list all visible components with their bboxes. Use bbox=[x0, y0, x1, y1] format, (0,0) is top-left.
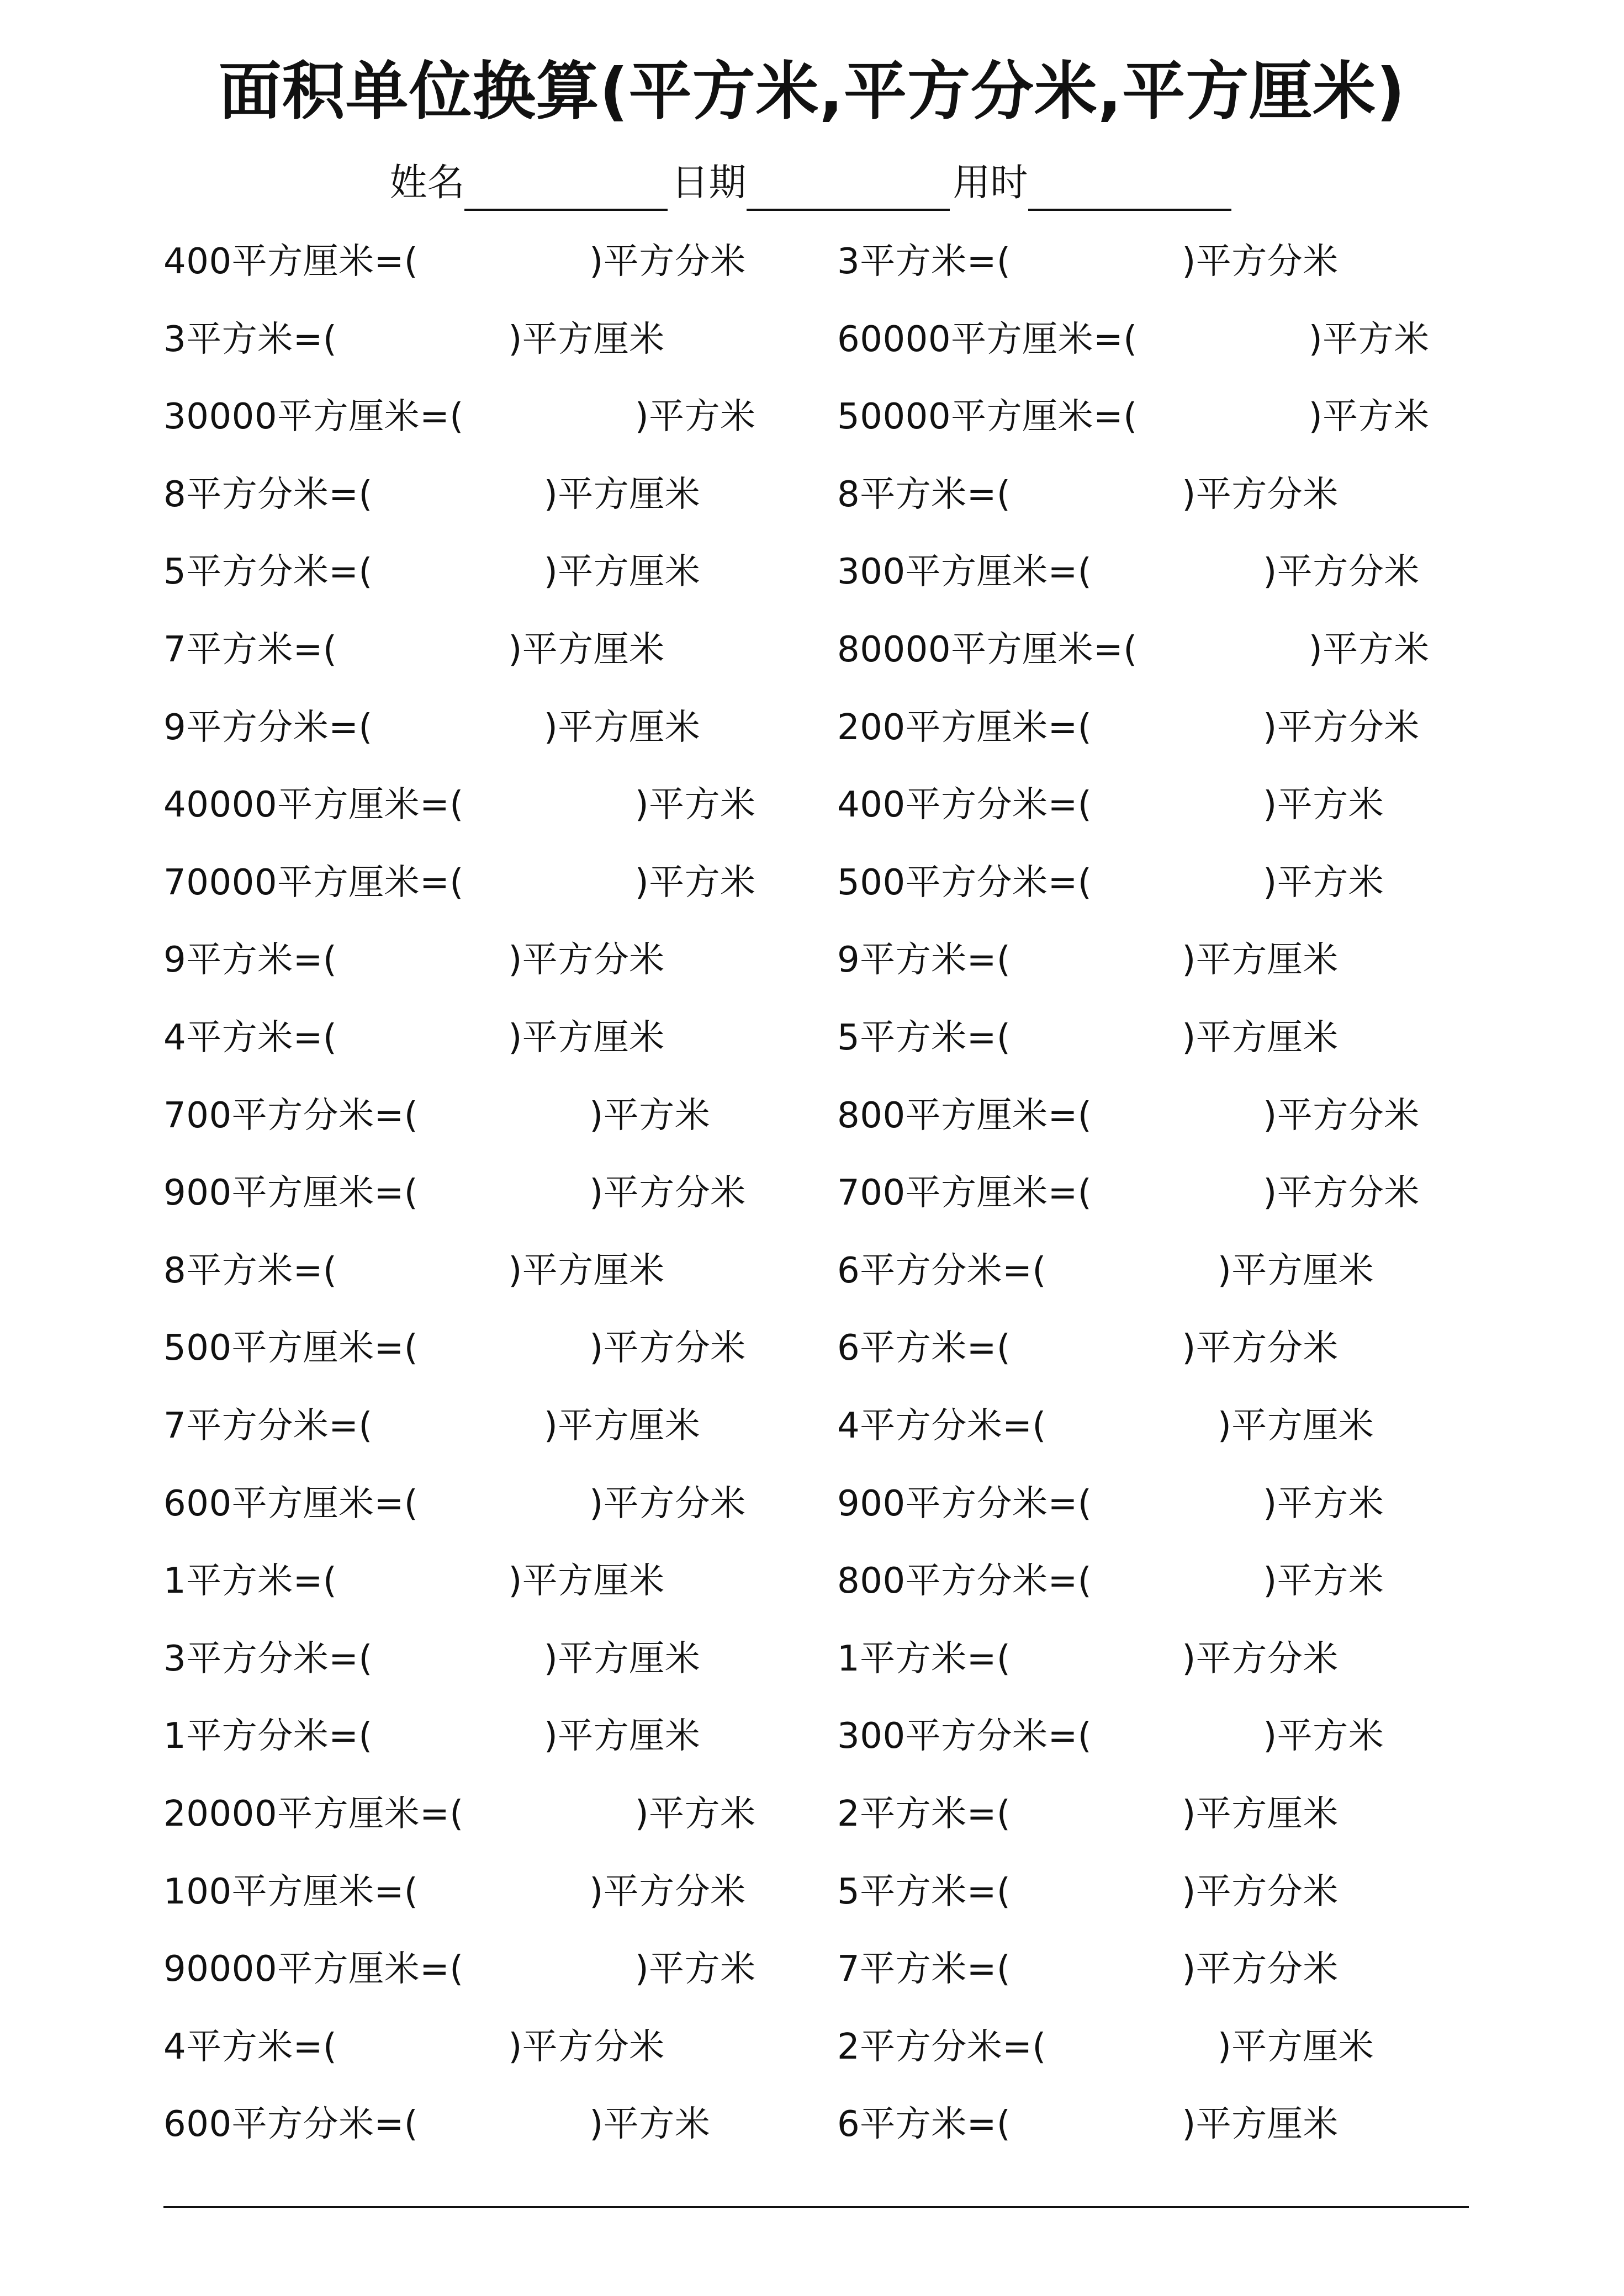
problem-left-7 bbox=[163, 700, 700, 755]
problem-target-unit: )平方分米 bbox=[1263, 1173, 1420, 1213]
problem-right-4 bbox=[837, 467, 1339, 522]
problem-target-unit: )平方米 bbox=[1308, 319, 1430, 360]
problem-left-24 bbox=[163, 2019, 665, 2075]
problem-left-21 bbox=[163, 1786, 756, 1842]
problem-given: 1平方米=( bbox=[163, 1561, 337, 1602]
problem-left-20 bbox=[163, 1709, 700, 1764]
problem-left-17 bbox=[163, 1476, 746, 1531]
problem-given: 6平方分米=( bbox=[837, 1250, 1046, 1291]
student-info-row bbox=[0, 156, 1624, 211]
problem-given: 700平方分米=( bbox=[163, 1095, 419, 1136]
problem-target-unit: )平方厘米 bbox=[508, 1250, 665, 1291]
problem-left-4 bbox=[163, 467, 700, 522]
problem-given: 70000平方厘米=( bbox=[163, 862, 464, 903]
problem-target-unit: )平方厘米 bbox=[1182, 940, 1339, 980]
problem-target-unit: )平方厘米 bbox=[1217, 1406, 1374, 1446]
problem-given: 7平方分米=( bbox=[163, 1406, 373, 1446]
problem-given: 7平方米=( bbox=[163, 629, 337, 670]
problem-target-unit: )平方分米 bbox=[1263, 552, 1420, 592]
problem-target-unit: )平方米 bbox=[589, 2104, 711, 2145]
problem-given: 3平方米=( bbox=[837, 241, 1011, 282]
problem-left-14 bbox=[163, 1243, 665, 1298]
problem-target-unit: )平方厘米 bbox=[508, 319, 665, 360]
problem-target-unit: )平方米 bbox=[1308, 396, 1430, 437]
problem-target-unit: )平方米 bbox=[1263, 1483, 1384, 1524]
problem-left-12 bbox=[163, 1088, 710, 1143]
problem-given: 400平方厘米=( bbox=[163, 241, 419, 282]
problem-target-unit: )平方米 bbox=[634, 1794, 756, 1834]
problem-given: 20000平方厘米=( bbox=[163, 1794, 464, 1834]
problem-target-unit: )平方米 bbox=[1263, 784, 1384, 825]
problem-given: 7平方米=( bbox=[837, 1949, 1011, 1990]
problem-left-11 bbox=[163, 1010, 665, 1065]
problem-target-unit: )平方分米 bbox=[589, 1871, 746, 1912]
problem-target-unit: )平方厘米 bbox=[1217, 2027, 1374, 2067]
problem-right-10 bbox=[837, 932, 1339, 988]
problem-left-25 bbox=[163, 2097, 710, 2152]
problem-given: 9平方米=( bbox=[163, 940, 337, 980]
problem-given: 3平方分米=( bbox=[163, 1639, 373, 1679]
problem-target-unit: )平方厘米 bbox=[543, 1406, 701, 1446]
problem-given: 600平方分米=( bbox=[163, 2104, 419, 2145]
problem-right-14 bbox=[837, 1243, 1374, 1298]
problem-target-unit: )平方分米 bbox=[1182, 474, 1339, 515]
problem-target-unit: )平方分米 bbox=[1182, 1328, 1339, 1369]
problem-target-unit: )平方米 bbox=[634, 396, 756, 437]
problem-left-8 bbox=[163, 777, 756, 833]
problem-given: 1平方米=( bbox=[837, 1639, 1011, 1679]
problem-given: 4平方分米=( bbox=[837, 1406, 1046, 1446]
date-blank[interactable] bbox=[747, 170, 950, 211]
problem-given: 800平方分米=( bbox=[837, 1561, 1092, 1602]
problem-right-6 bbox=[837, 622, 1430, 677]
problem-target-unit: )平方厘米 bbox=[543, 707, 701, 748]
worksheet-title: 面积单位换算(平方米,平方分米,平方厘米) bbox=[218, 55, 1406, 128]
problem-given: 6平方米=( bbox=[837, 1328, 1011, 1369]
problem-left-16 bbox=[163, 1398, 700, 1454]
problem-given: 3平方米=( bbox=[163, 319, 337, 360]
problem-left-15 bbox=[163, 1321, 746, 1376]
problem-left-19 bbox=[163, 1631, 700, 1687]
problem-right-16 bbox=[837, 1398, 1374, 1454]
problem-target-unit: )平方米 bbox=[1263, 1716, 1384, 1757]
problem-target-unit: )平方米 bbox=[634, 1949, 756, 1990]
problem-given: 400平方分米=( bbox=[837, 784, 1092, 825]
problem-right-22 bbox=[837, 1864, 1339, 1919]
problem-target-unit: )平方厘米 bbox=[543, 474, 701, 515]
problem-given: 500平方分米=( bbox=[837, 862, 1092, 903]
problem-given: 90000平方厘米=( bbox=[163, 1949, 464, 1990]
problem-right-7 bbox=[837, 700, 1420, 755]
problem-left-2 bbox=[163, 312, 665, 367]
problem-target-unit: )平方分米 bbox=[1182, 1871, 1339, 1912]
problem-right-1 bbox=[837, 234, 1339, 289]
name-blank[interactable] bbox=[464, 170, 668, 211]
problem-given: 500平方厘米=( bbox=[163, 1328, 419, 1369]
problem-target-unit: )平方分米 bbox=[1263, 1095, 1420, 1136]
problem-right-13 bbox=[837, 1165, 1420, 1221]
problem-right-17 bbox=[837, 1476, 1384, 1531]
problem-given: 300平方分米=( bbox=[837, 1716, 1092, 1757]
problem-given: 2平方分米=( bbox=[837, 2027, 1046, 2067]
problem-right-24 bbox=[837, 2019, 1374, 2075]
problem-right-5 bbox=[837, 544, 1420, 600]
problem-right-2 bbox=[837, 312, 1430, 367]
problem-target-unit: )平方厘米 bbox=[1182, 2104, 1339, 2145]
problem-given: 5平方分米=( bbox=[163, 552, 373, 592]
footer-divider bbox=[163, 2206, 1469, 2208]
problem-left-10 bbox=[163, 932, 665, 988]
time-label: 用时 bbox=[953, 161, 1028, 205]
problem-left-5 bbox=[163, 544, 700, 600]
problem-given: 700平方厘米=( bbox=[837, 1173, 1092, 1213]
problem-right-11 bbox=[837, 1010, 1339, 1065]
problem-given: 100平方厘米=( bbox=[163, 1871, 419, 1912]
problem-target-unit: )平方厘米 bbox=[543, 552, 701, 592]
problem-given: 800平方厘米=( bbox=[837, 1095, 1092, 1136]
problem-target-unit: )平方米 bbox=[1263, 1561, 1384, 1602]
time-blank[interactable] bbox=[1028, 170, 1231, 211]
problem-target-unit: )平方厘米 bbox=[543, 1716, 701, 1757]
problem-given: 8平方分米=( bbox=[163, 474, 373, 515]
problem-target-unit: )平方米 bbox=[634, 784, 756, 825]
problem-left-9 bbox=[163, 855, 756, 910]
problem-target-unit: )平方分米 bbox=[1182, 1949, 1339, 1990]
problem-target-unit: )平方厘米 bbox=[508, 1561, 665, 1602]
problem-target-unit: )平方厘米 bbox=[1217, 1250, 1374, 1291]
problem-left-22 bbox=[163, 1864, 746, 1919]
problem-target-unit: )平方厘米 bbox=[508, 1017, 665, 1058]
problem-right-9 bbox=[837, 855, 1384, 910]
problem-right-18 bbox=[837, 1553, 1384, 1609]
problem-given: 8平方米=( bbox=[837, 474, 1011, 515]
problem-left-23 bbox=[163, 1942, 756, 1997]
problem-given: 4平方米=( bbox=[163, 1017, 337, 1058]
problem-given: 200平方厘米=( bbox=[837, 707, 1092, 748]
problem-given: 6平方米=( bbox=[837, 2104, 1011, 2145]
problem-target-unit: )平方厘米 bbox=[508, 629, 665, 670]
problem-target-unit: )平方分米 bbox=[508, 940, 665, 980]
problem-given: 5平方米=( bbox=[837, 1871, 1011, 1912]
problem-given: 900平方分米=( bbox=[837, 1483, 1092, 1524]
name-label: 姓名 bbox=[389, 161, 465, 205]
problem-target-unit: )平方厘米 bbox=[1182, 1017, 1339, 1058]
problem-target-unit: )平方分米 bbox=[589, 1328, 746, 1369]
problem-left-3 bbox=[163, 389, 756, 444]
problem-target-unit: )平方厘米 bbox=[1182, 1794, 1339, 1834]
problem-left-13 bbox=[163, 1165, 746, 1221]
problem-left-6 bbox=[163, 622, 665, 677]
problem-given: 4平方米=( bbox=[163, 2027, 337, 2067]
problem-target-unit: )平方分米 bbox=[1263, 707, 1420, 748]
problem-given: 50000平方厘米=( bbox=[837, 396, 1138, 437]
date-label: 日期 bbox=[671, 161, 747, 205]
problem-left-1 bbox=[163, 234, 746, 289]
problem-target-unit: )平方分米 bbox=[508, 2027, 665, 2067]
problem-right-19 bbox=[837, 1631, 1339, 1687]
problem-right-12 bbox=[837, 1088, 1420, 1143]
problem-target-unit: )平方分米 bbox=[589, 1483, 746, 1524]
problem-given: 600平方厘米=( bbox=[163, 1483, 419, 1524]
problem-given: 2平方米=( bbox=[837, 1794, 1011, 1834]
problem-target-unit: )平方米 bbox=[1308, 629, 1430, 670]
problem-given: 30000平方厘米=( bbox=[163, 396, 464, 437]
problem-target-unit: )平方厘米 bbox=[543, 1639, 701, 1679]
problem-target-unit: )平方米 bbox=[634, 862, 756, 903]
problem-given: 5平方米=( bbox=[837, 1017, 1011, 1058]
problem-left-18 bbox=[163, 1553, 665, 1609]
problem-right-25 bbox=[837, 2097, 1339, 2152]
problem-given: 60000平方厘米=( bbox=[837, 319, 1138, 360]
problem-given: 300平方厘米=( bbox=[837, 552, 1092, 592]
problem-given: 9平方分米=( bbox=[163, 707, 373, 748]
problem-given: 900平方厘米=( bbox=[163, 1173, 419, 1213]
problem-target-unit: )平方分米 bbox=[589, 241, 746, 282]
problem-right-3 bbox=[837, 389, 1430, 444]
problem-target-unit: )平方米 bbox=[1263, 862, 1384, 903]
problem-given: 8平方米=( bbox=[163, 1250, 337, 1291]
problem-given: 40000平方厘米=( bbox=[163, 784, 464, 825]
problem-right-23 bbox=[837, 1942, 1339, 1997]
problem-target-unit: )平方米 bbox=[589, 1095, 711, 1136]
problem-given: 9平方米=( bbox=[837, 940, 1011, 980]
problem-target-unit: )平方分米 bbox=[1182, 241, 1339, 282]
problem-given: 1平方分米=( bbox=[163, 1716, 373, 1757]
problem-right-21 bbox=[837, 1786, 1339, 1842]
problem-target-unit: )平方分米 bbox=[589, 1173, 746, 1213]
problem-right-8 bbox=[837, 777, 1384, 833]
problem-target-unit: )平方分米 bbox=[1182, 1639, 1339, 1679]
problem-given: 80000平方厘米=( bbox=[837, 629, 1138, 670]
problem-right-20 bbox=[837, 1709, 1384, 1764]
problem-right-15 bbox=[837, 1321, 1339, 1376]
